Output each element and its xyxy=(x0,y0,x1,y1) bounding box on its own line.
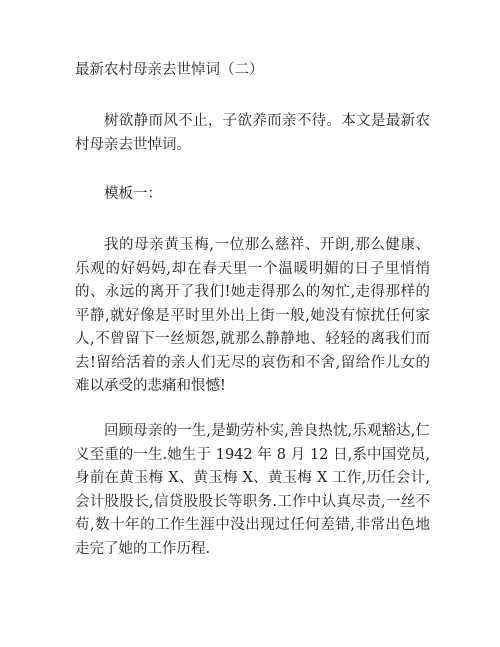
document-title: 最新农村母亲去世悼词（二） xyxy=(75,62,264,78)
body-paragraph-1: 我的母亲黄玉梅,一位那么慈祥、开朗,那么健康、乐观的好妈妈,却在春天里一个温暖明媚的日子里悄悄的、永远的离开了我们!她走得那么的匆忙,走得那样的平静,就好像是平时里外出上街一般,她没有惊扰任何家人,不曾留下一丝烦怨,就那么静静地、轻轻的离我们而去!留给活着的亲人们无尽的哀伤和不舍,留给作儿女的难以承受的悲痛和恨憾! xyxy=(75,237,430,394)
template-label: 模板一： xyxy=(104,186,162,202)
body-paragraph-2: 回顾母亲的一生,是勤劳朴实,善良热忱,乐观豁达,仁义至重的一生.她生于 1942 年 8 月 12 日,系中国党员,身前在黄玉梅 X、黄玉梅 X、黄玉梅 X 工作,历任会计,会计股股长,信贷股股长等职务.工作中认真尽责,一丝不苟,数十年的工作生涯中没出现过任何差错,非常出色地走完了她的工作历程. xyxy=(75,423,430,557)
intro-paragraph: 树欲静而风不止，子欲养而亲不待。本文是最新农村母亲去世悼词。 xyxy=(75,113,430,153)
